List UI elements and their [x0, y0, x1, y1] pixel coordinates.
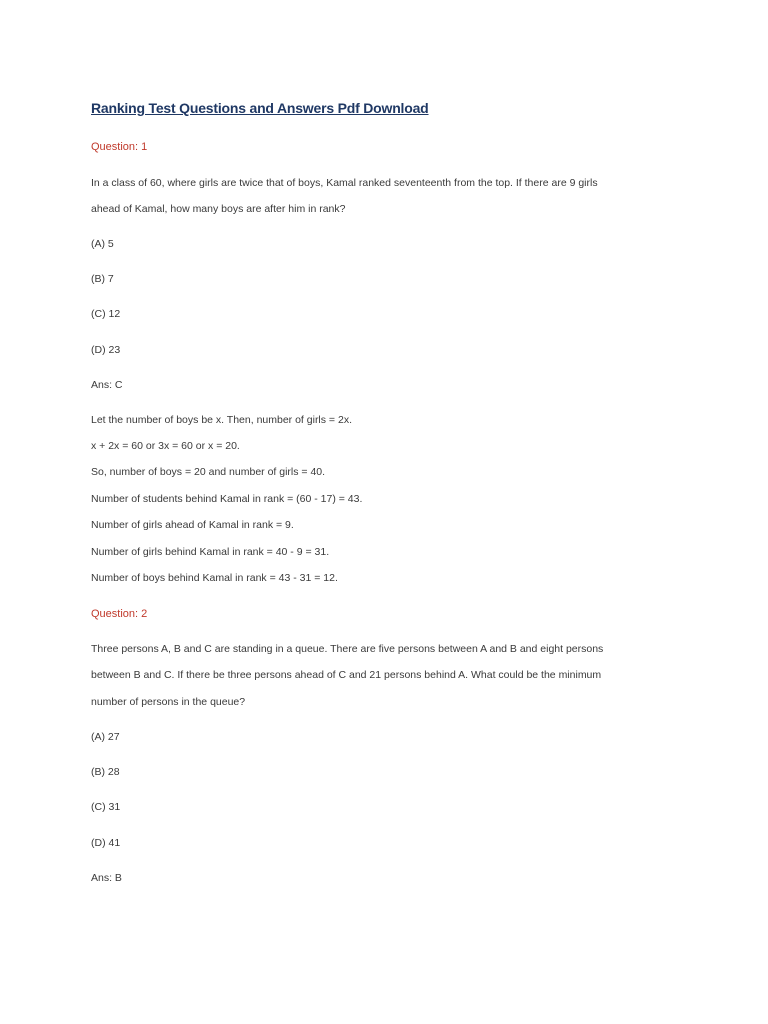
question-2-label: Question: 2	[91, 608, 148, 620]
solution-line: Number of boys behind Kamal in rank = 43 - 31 = 12.	[91, 572, 338, 584]
question-2-option-b: (B) 28	[91, 766, 120, 778]
solution-line: x + 2x = 60 or 3x = 60 or x = 20.	[91, 440, 240, 452]
question-1-label: Question: 1	[91, 141, 148, 153]
question-1-text-line-1: In a class of 60, where girls are twice that of boys, Kamal ranked seventeenth from the top. If there are 9 girls	[91, 177, 598, 189]
question-1-option-b: (B) 7	[91, 273, 114, 285]
question-2-text-line-3: number of persons in the queue?	[91, 696, 246, 708]
solution-line: Number of girls behind Kamal in rank = 40 - 9 = 31.	[91, 546, 330, 558]
question-2-text-line-1: Three persons A, B and C are standing in a queue. There are five persons between A and B and eight persons	[91, 643, 604, 655]
question-2-option-c: (C) 31	[91, 801, 121, 813]
question-1-option-a: (A) 5	[91, 238, 114, 250]
question-1-option-c: (C) 12	[91, 308, 121, 320]
question-1-text-line-2: ahead of Kamal, how many boys are after him in rank?	[91, 203, 346, 215]
question-1-option-d: (D) 23	[91, 344, 121, 356]
solution-line: So, number of boys = 20 and number of girls = 40.	[91, 466, 326, 478]
document-title: Ranking Test Questions and Answers Pdf Download	[91, 100, 429, 116]
question-1-answer: Ans: C	[91, 379, 123, 391]
question-2-option-d: (D) 41	[91, 837, 121, 849]
solution-line: Number of students behind Kamal in rank = (60 - 17) = 43.	[91, 493, 363, 505]
question-2-option-a: (A) 27	[91, 731, 120, 743]
solution-line: Let the number of boys be x. Then, number of girls = 2x.	[91, 414, 352, 426]
question-2-text-line-2: between B and C. If there be three persons ahead of C and 21 persons behind A. What could be the minimum	[91, 669, 602, 681]
question-2-answer: Ans: B	[91, 872, 122, 884]
solution-line: Number of girls ahead of Kamal in rank = 9.	[91, 519, 294, 531]
